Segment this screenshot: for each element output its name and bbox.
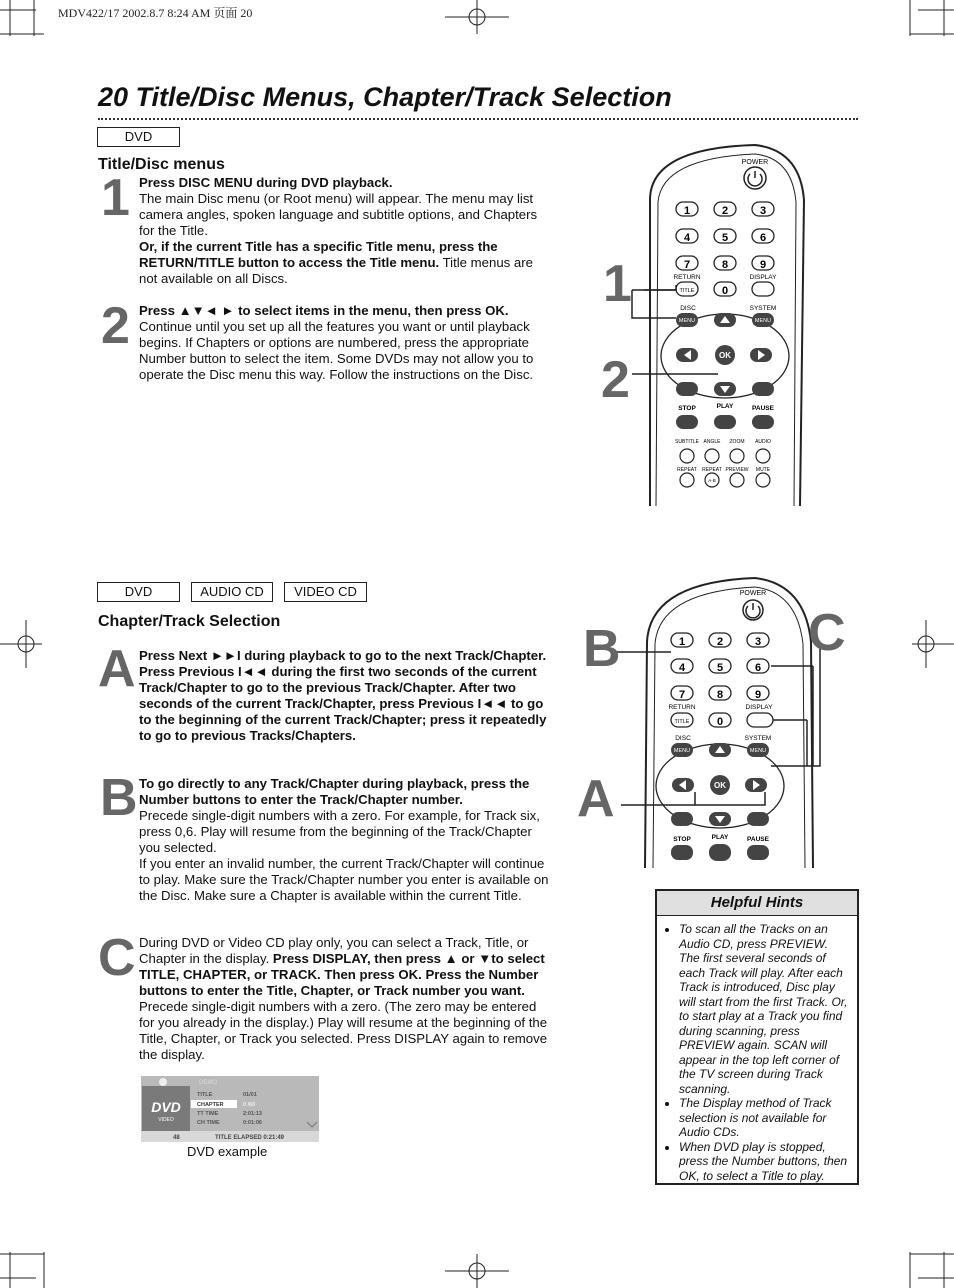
hint-item: • The Display method of Track selection is not available for Audio CDs. (679, 1096, 851, 1140)
dvd-logo-sub: VIDEO (158, 1117, 174, 1123)
hint-item: • To scan all the Tracks on an Audio CD, press PREVIEW. The first several seconds of each Track will play. After each Track is introduced, Disc play will start from the first Track. Or, to start play at a Track you find during scanning, press PREVIEW again. SCAN will appear in the top left corner of the TV screen during Track scanning. (679, 922, 851, 1096)
dvd-row-title-label: TITLE (197, 1092, 213, 1098)
title-key-label-2: TITLE (674, 719, 690, 725)
digit-8-b: 8 (716, 689, 724, 701)
callout-2: 2 (601, 351, 630, 409)
step-letter-a: A (98, 640, 136, 698)
dvd-row-chapter-label: CHAPTER (197, 1102, 224, 1108)
ab-label: A-B (708, 478, 716, 483)
system-menu-label: MENU (754, 318, 772, 324)
digit-3: 3 (759, 205, 767, 217)
dvd-footer-num: 48 (173, 1135, 180, 1141)
step-letter-b: B (100, 769, 138, 827)
digit-3-b: 3 (754, 636, 762, 648)
step-b-body-1: Precede single-digit numbers with a zero. For example, for Track six, press 0,6. Play will resume from the beginning of the Track/Chapter you selected. (139, 808, 540, 855)
step-1-bold: Press DISC MENU during DVD playback. (139, 175, 393, 190)
step-c-body-1: During DVD or Video CD play only, you can select a Track, Title, or Chapter in the display. (139, 935, 529, 966)
stop-label: STOP (678, 405, 696, 412)
dvd-example-display (141, 1076, 319, 1142)
zoom-label: ZOOM (729, 439, 745, 445)
digit-9-b: 9 (754, 689, 762, 701)
power-label-2: POWER (739, 590, 767, 597)
print-header: MDV422/17 2002.8.7 8:24 AM 页面 20 (58, 6, 253, 20)
return-label: RETURN (673, 274, 701, 281)
step-a-text (139, 648, 549, 744)
step-1-bold-2: Or, if the current Title has a specific Title menu, press the RETURN/TITLE button to access the Title menu. (139, 239, 498, 270)
digit-7: 7 (683, 259, 691, 271)
digit-2: 2 (721, 205, 729, 217)
step-c-body-2: Precede single-digit numbers with a zero. (The zero may be entered for you already in the display.) Play will resume at the beginning of the Title, Chapter, or Track you selected. Press DISPLAY again to remove the display. (139, 999, 548, 1062)
step-2-text (139, 303, 549, 383)
digit-7-b: 7 (678, 689, 686, 701)
display-label: DISPLAY (749, 274, 777, 281)
helpful-hints-title: Helpful Hints (657, 891, 857, 916)
power-label: POWER (741, 159, 769, 166)
ok-label-2: OK (714, 781, 726, 790)
step-letter-c: C (98, 929, 136, 987)
dvd-row-chapter-value: 0 /60 (243, 1102, 256, 1108)
digit-5-b: 5 (716, 662, 724, 674)
dvd-row-tt-value: 2:01:13 (243, 1111, 262, 1117)
digit-8: 8 (721, 259, 729, 271)
dvd-row-ch-value: 0:01:06 (243, 1120, 262, 1126)
ok-label: OK (719, 351, 731, 360)
title-key-label: TITLE (679, 288, 695, 294)
step-a-bold: Press Next ►►I during playback to go to the next Track/Chapter. Press Previous I◄◄ during the first two seconds of the current Track/Chapter to go to the previous Track/Chapter. After two seconds of the current Track/Chapter, press Previous I◄◄ to go to the beginning of the current Track/Chapter; press it repeatedly to go to previous Tracks/Chapters. (139, 648, 547, 743)
audio-cd-tag: AUDIO CD (191, 582, 273, 602)
disc-label-2: DISC (675, 735, 691, 742)
digit-6: 6 (759, 232, 767, 244)
mute-label: MUTE (755, 467, 771, 473)
digit-1: 1 (683, 205, 691, 217)
dvd-example-top-text: DEMO (199, 1080, 217, 1086)
angle-label: ANGLE (703, 439, 721, 445)
dvd-tag: DVD (97, 127, 180, 147)
audio-label: AUDIO (755, 439, 771, 445)
return-label-2: RETURN (668, 704, 696, 711)
hint-item: • When DVD play is stopped, press the Number buttons, then OK, to select a Title to play. (679, 1140, 851, 1184)
dvd-logo: DVD (151, 1099, 181, 1115)
disc-menu-label-2: MENU (673, 748, 691, 754)
callout-a: A (577, 770, 615, 828)
digit-4: 4 (683, 232, 691, 244)
repeat-ab-label: REPEAT (702, 467, 722, 473)
step-b-body-2: If you enter an invalid number, the current Track/Chapter will continue to play. Make sure the Track/Chapter number you enter is available on the Disc. Make sure a Chapter is available within the current Title. (139, 856, 549, 903)
step-number-1: 1 (101, 169, 130, 227)
system-label-2: SYSTEM (744, 735, 772, 742)
dvd-row-tt-label: TT TIME (197, 1111, 219, 1117)
dvd-row-ch-label: CH TIME (197, 1120, 220, 1126)
disc-menu-label: MENU (678, 318, 696, 324)
dvd-example-caption: DVD example (187, 1144, 268, 1159)
dvd-row-title-value: 01/01 (243, 1092, 257, 1098)
step-c-bold: Press DISPLAY, then press ▲ or ▼to select TITLE, CHAPTER, or TRACK. Then press OK. Press the Number buttons to enter the Title, Chapter, or Track number you want. (139, 951, 545, 998)
digit-9: 9 (759, 259, 767, 271)
repeat-label: REPEAT (677, 467, 697, 473)
digit-0-b: 0 (716, 716, 724, 728)
subtitle-label: SUBTITLE (675, 439, 699, 445)
step-b-text (139, 776, 549, 904)
title-divider (98, 118, 858, 120)
step-1-body: The main Disc menu (or Root menu) will appear. The menu may list camera angles, spoken language and subtitle options, and Chapters for the Title. (139, 191, 538, 238)
video-cd-tag: VIDEO CD (284, 582, 367, 602)
system-label: SYSTEM (749, 305, 777, 312)
helpful-hints-list (665, 922, 851, 1183)
section-title-disc-menus: Title/Disc menus (98, 156, 225, 173)
step-1-text (139, 175, 549, 287)
pause-label: PAUSE (752, 405, 774, 412)
step-2-body: Continue until you set up all the features you want or until playback begins. If Chapters or options are numbered, press the appropriate Number button to select the item. Some DVDs may not allow you to operate the Disc menu this way. Follow the instructions on the Disc. (139, 319, 534, 382)
stop-label-2: STOP (673, 836, 691, 843)
section-title-chapter-track: Chapter/Track Selection (98, 613, 281, 630)
dvd-footer-text: TITLE ELAPSED 0:21:49 (215, 1135, 285, 1141)
step-number-2: 2 (101, 297, 130, 355)
step-2-bold: Press ▲▼◄ ► to select items in the menu, then press OK. (139, 303, 509, 318)
remote-control-top (600, 140, 820, 510)
digit-0: 0 (721, 285, 729, 297)
play-label: PLAY (716, 403, 734, 410)
step-b-bold: To go directly to any Track/Chapter during playback, press the Number buttons to enter the Track/Chapter number. (139, 776, 530, 807)
digit-4-b: 4 (678, 662, 686, 674)
callout-c: C (808, 604, 846, 662)
dvd-tag-2: DVD (97, 582, 180, 602)
display-label-2: DISPLAY (745, 704, 773, 711)
callout-1: 1 (603, 255, 632, 313)
disc-label: DISC (680, 305, 696, 312)
step-c-text (139, 935, 549, 1063)
step-1-body-2: Title menus are not available on all Discs. (139, 255, 533, 286)
helpful-hints-box (655, 889, 859, 1185)
digit-2-b: 2 (716, 636, 724, 648)
digit-5: 5 (721, 232, 729, 244)
callout-b: B (583, 620, 621, 678)
digit-1-b: 1 (678, 636, 686, 648)
page-title: 20 Title/Disc Menus, Chapter/Track Selection (98, 82, 672, 112)
pause-label-2: PAUSE (747, 836, 769, 843)
preview-label: PREVIEW (725, 467, 749, 473)
system-menu-label-2: MENU (749, 748, 767, 754)
digit-6-b: 6 (754, 662, 762, 674)
play-label-2: PLAY (711, 834, 729, 841)
